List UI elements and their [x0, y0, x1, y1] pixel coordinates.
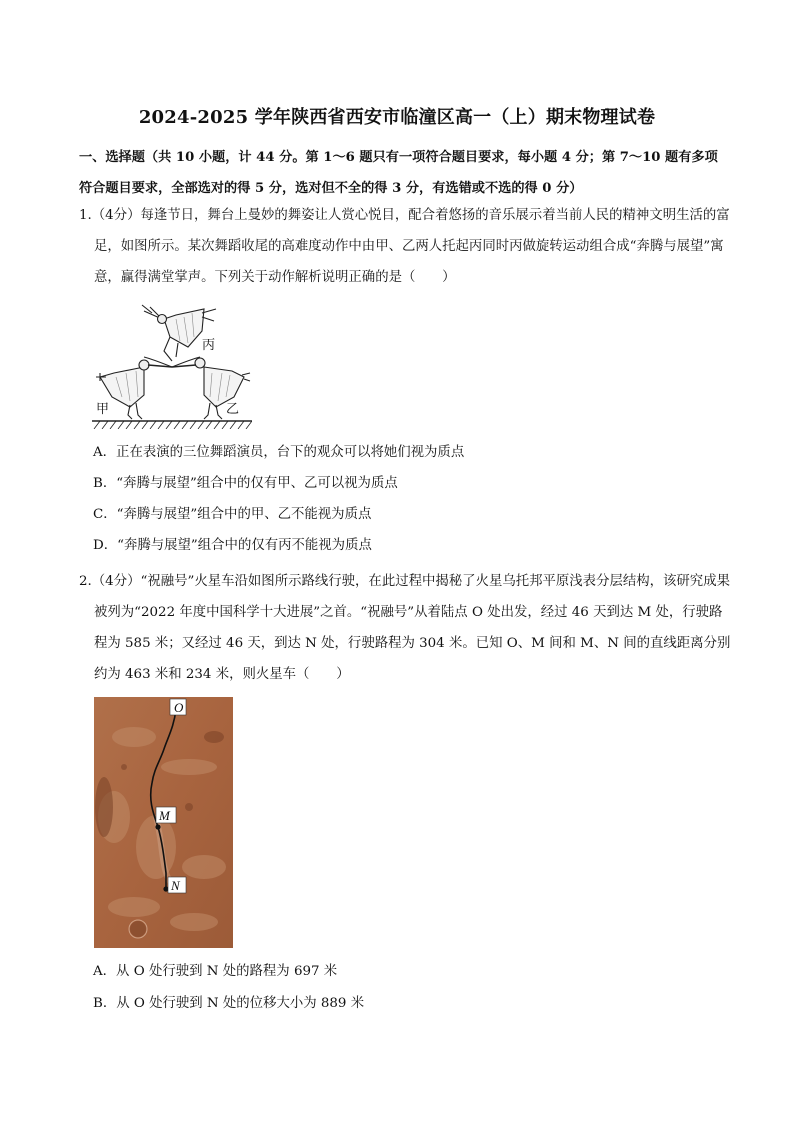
- section-heading: 一、选择题（共 10 小题，计 44 分。第 1～6 题只有一项符合题目要求，每小题 4 分；第 7～10 题有多项符合题目要求，全部选对的得 5 分，选对但不全的得 3 分，有选错或不选的得 0 分）: [79, 150, 718, 196]
- question-score: （4分）: [91, 208, 141, 223]
- question-1-stem: [79, 200, 734, 293]
- q2-option-b: B．从 O 处行驶到 N 处的位移大小为 889 米: [93, 996, 365, 1011]
- mars-route-figure: [94, 697, 233, 948]
- exam-title: 2024-2025 学年陕西省西安市临潼区高一（上）期末物理试卷: [138, 107, 656, 128]
- question-2-stem: [79, 566, 734, 690]
- dancers-illustration: [92, 297, 252, 429]
- question-number: 2.: [79, 574, 92, 589]
- label-n: N: [171, 878, 180, 893]
- question-text: 每逢节日，舞台上曼妙的舞姿让人赏心悦目，配合着悠扬的音乐展示着当前人民的精神文明生活的富足，如图所示。某次舞蹈收尾的高难度动作中由甲、乙两人托起丙同时丙做旋转运动组合成“奔腾与展望”寓意，赢得满堂掌声。下列关于动作解析说明正确的是（ ）: [94, 208, 730, 285]
- label-o: O: [174, 700, 184, 715]
- question-text: “祝融号”火星车沿如图所示路线行驶，在此过程中揭秘了火星乌托邦平原浅表分层结构，该研究成果被列为“2022 年度中国科学十大进展”之首。“祝融号”从着陆点 O 处出发，经过 46 天到达 M 处，行驶路程为 585 米；又经过 46 天，到达 N 处，行驶路程为 304 米。已知 O、M 间和 M、N 间的直线距离分别约为 463 米和 234 米，则火星车（ ）: [94, 574, 731, 682]
- label-yi: 乙: [226, 401, 240, 416]
- question-number: 1.: [79, 208, 92, 223]
- q2-option-a: A．从 O 处行驶到 N 处的路程为 697 米: [93, 964, 338, 979]
- mars-map-image: [94, 697, 233, 948]
- label-m: M: [159, 808, 170, 823]
- label-bing: 丙: [202, 337, 216, 352]
- q1-option-b: B．“奔腾与展望”组合中的仅有甲、乙可以视为质点: [93, 476, 398, 491]
- q1-option-c: C．“奔腾与展望”组合中的甲、乙不能视为质点: [93, 507, 372, 522]
- question-score: （4分）: [91, 574, 141, 589]
- q1-option-d: D．“奔腾与展望”组合中的仅有丙不能视为质点: [93, 538, 372, 553]
- label-jia: 甲: [96, 401, 110, 416]
- q1-option-a: A．正在表演的三位舞蹈演员，台下的观众可以将她们视为质点: [93, 445, 465, 460]
- dancers-figure: [92, 297, 252, 429]
